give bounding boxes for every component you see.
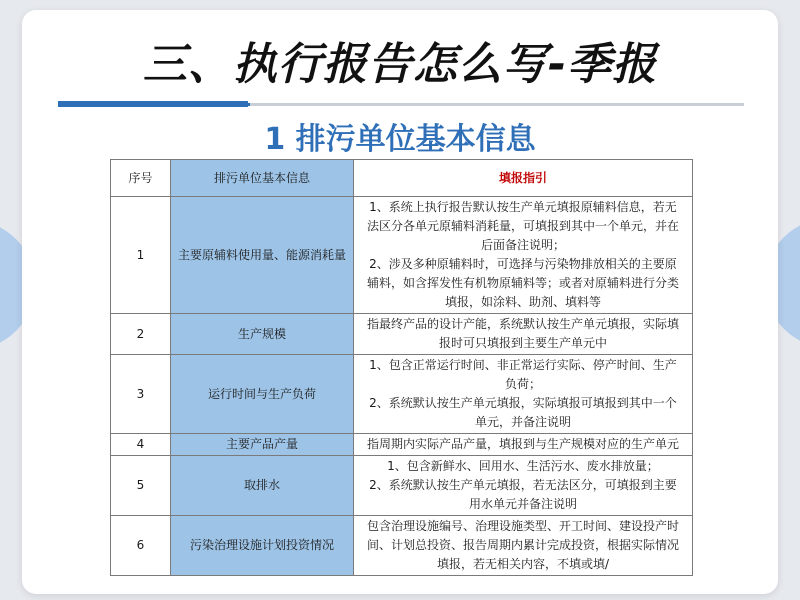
table-row [111,314,693,355]
header-item: 排污单位基本信息 [171,160,354,197]
row-item: 取排水 [171,456,354,516]
guide-line: 指周期内实际产品产量，填报到与生产规模对应的生产单元 [366,437,679,451]
info-table [110,159,693,576]
row-guide [354,434,693,456]
header-guide: 填报指引 [354,160,693,197]
guide-line: 2、涉及多种原辅料时，可选择与污染物排放相关的主要原 [369,257,677,271]
row-number: 5 [111,456,171,516]
guide-line: 包含治理设施编号、治理设施类型、开工时间、建设投产时 [366,519,679,533]
row-item: 主要产品产量 [171,434,354,456]
guide-line: 辅料，如含挥发性有机物原辅料等；或者对原辅料进行分类 [366,276,679,290]
guide-line: 2、系统默认按生产单元填报，实际填报可填报到其中一个 [369,396,677,410]
table-row [111,197,693,314]
table-row [111,516,693,576]
row-number: 2 [111,314,171,355]
table-row [111,456,693,516]
header-no: 序号 [111,160,171,197]
row-guide [354,355,693,434]
guide-line: 1、包含新鲜水、回用水、生活污水、废水排放量； [387,459,659,473]
row-number: 4 [111,434,171,456]
row-guide [354,456,693,516]
row-item: 运行时间与生产负荷 [171,355,354,434]
table-row [111,434,693,456]
slide-sub-title: 1 排污单位基本信息 [264,122,536,157]
guide-line: 1、系统上执行报告默认按生产单元填报原辅料信息，若无 [369,200,677,214]
guide-line: 负荷； [504,377,541,391]
guide-line: 填报，若无相关内容，不填或填/ [436,557,610,571]
guide-line: 指最终产品的设计产能，系统默认按生产单元填报，实际填 [366,317,679,331]
guide-line: 法区分各单元原辅料消耗量，可填报到其中一个单元，并在 [366,219,679,233]
row-guide [354,516,693,576]
row-item: 生产规模 [171,314,354,355]
title-underline [58,103,744,106]
row-guide [354,314,693,355]
guide-line: 填报，如涂料、助剂、填料等 [444,295,601,309]
row-number: 3 [111,355,171,434]
row-guide [354,197,693,314]
guide-line: 用水单元并备注说明 [468,497,577,511]
row-number: 6 [111,516,171,576]
table-header-row [111,160,693,197]
table-row [111,355,693,434]
guide-line: 单元，并备注说明 [474,415,571,429]
row-item: 主要原辅料使用量、能源消耗量 [171,197,354,314]
guide-line: 2、系统默认按生产单元填报，若无法区分，可填报到主要 [369,478,677,492]
row-item: 污染治理设施计划投资情况 [171,516,354,576]
guide-line: 后面备注说明； [480,238,565,252]
guide-line: 间、计划总投资、报告周期内累计完成投资，根据实际情况 [366,538,679,552]
guide-line: 1、包含正常运行时间、非正常运行实际、停产时间、生产 [369,358,677,372]
row-number: 1 [111,197,171,314]
slide-main-title: 三、执行报告怎么写-季报 [142,39,658,90]
guide-line: 报时可只填报到主要生产单元中 [438,336,607,350]
